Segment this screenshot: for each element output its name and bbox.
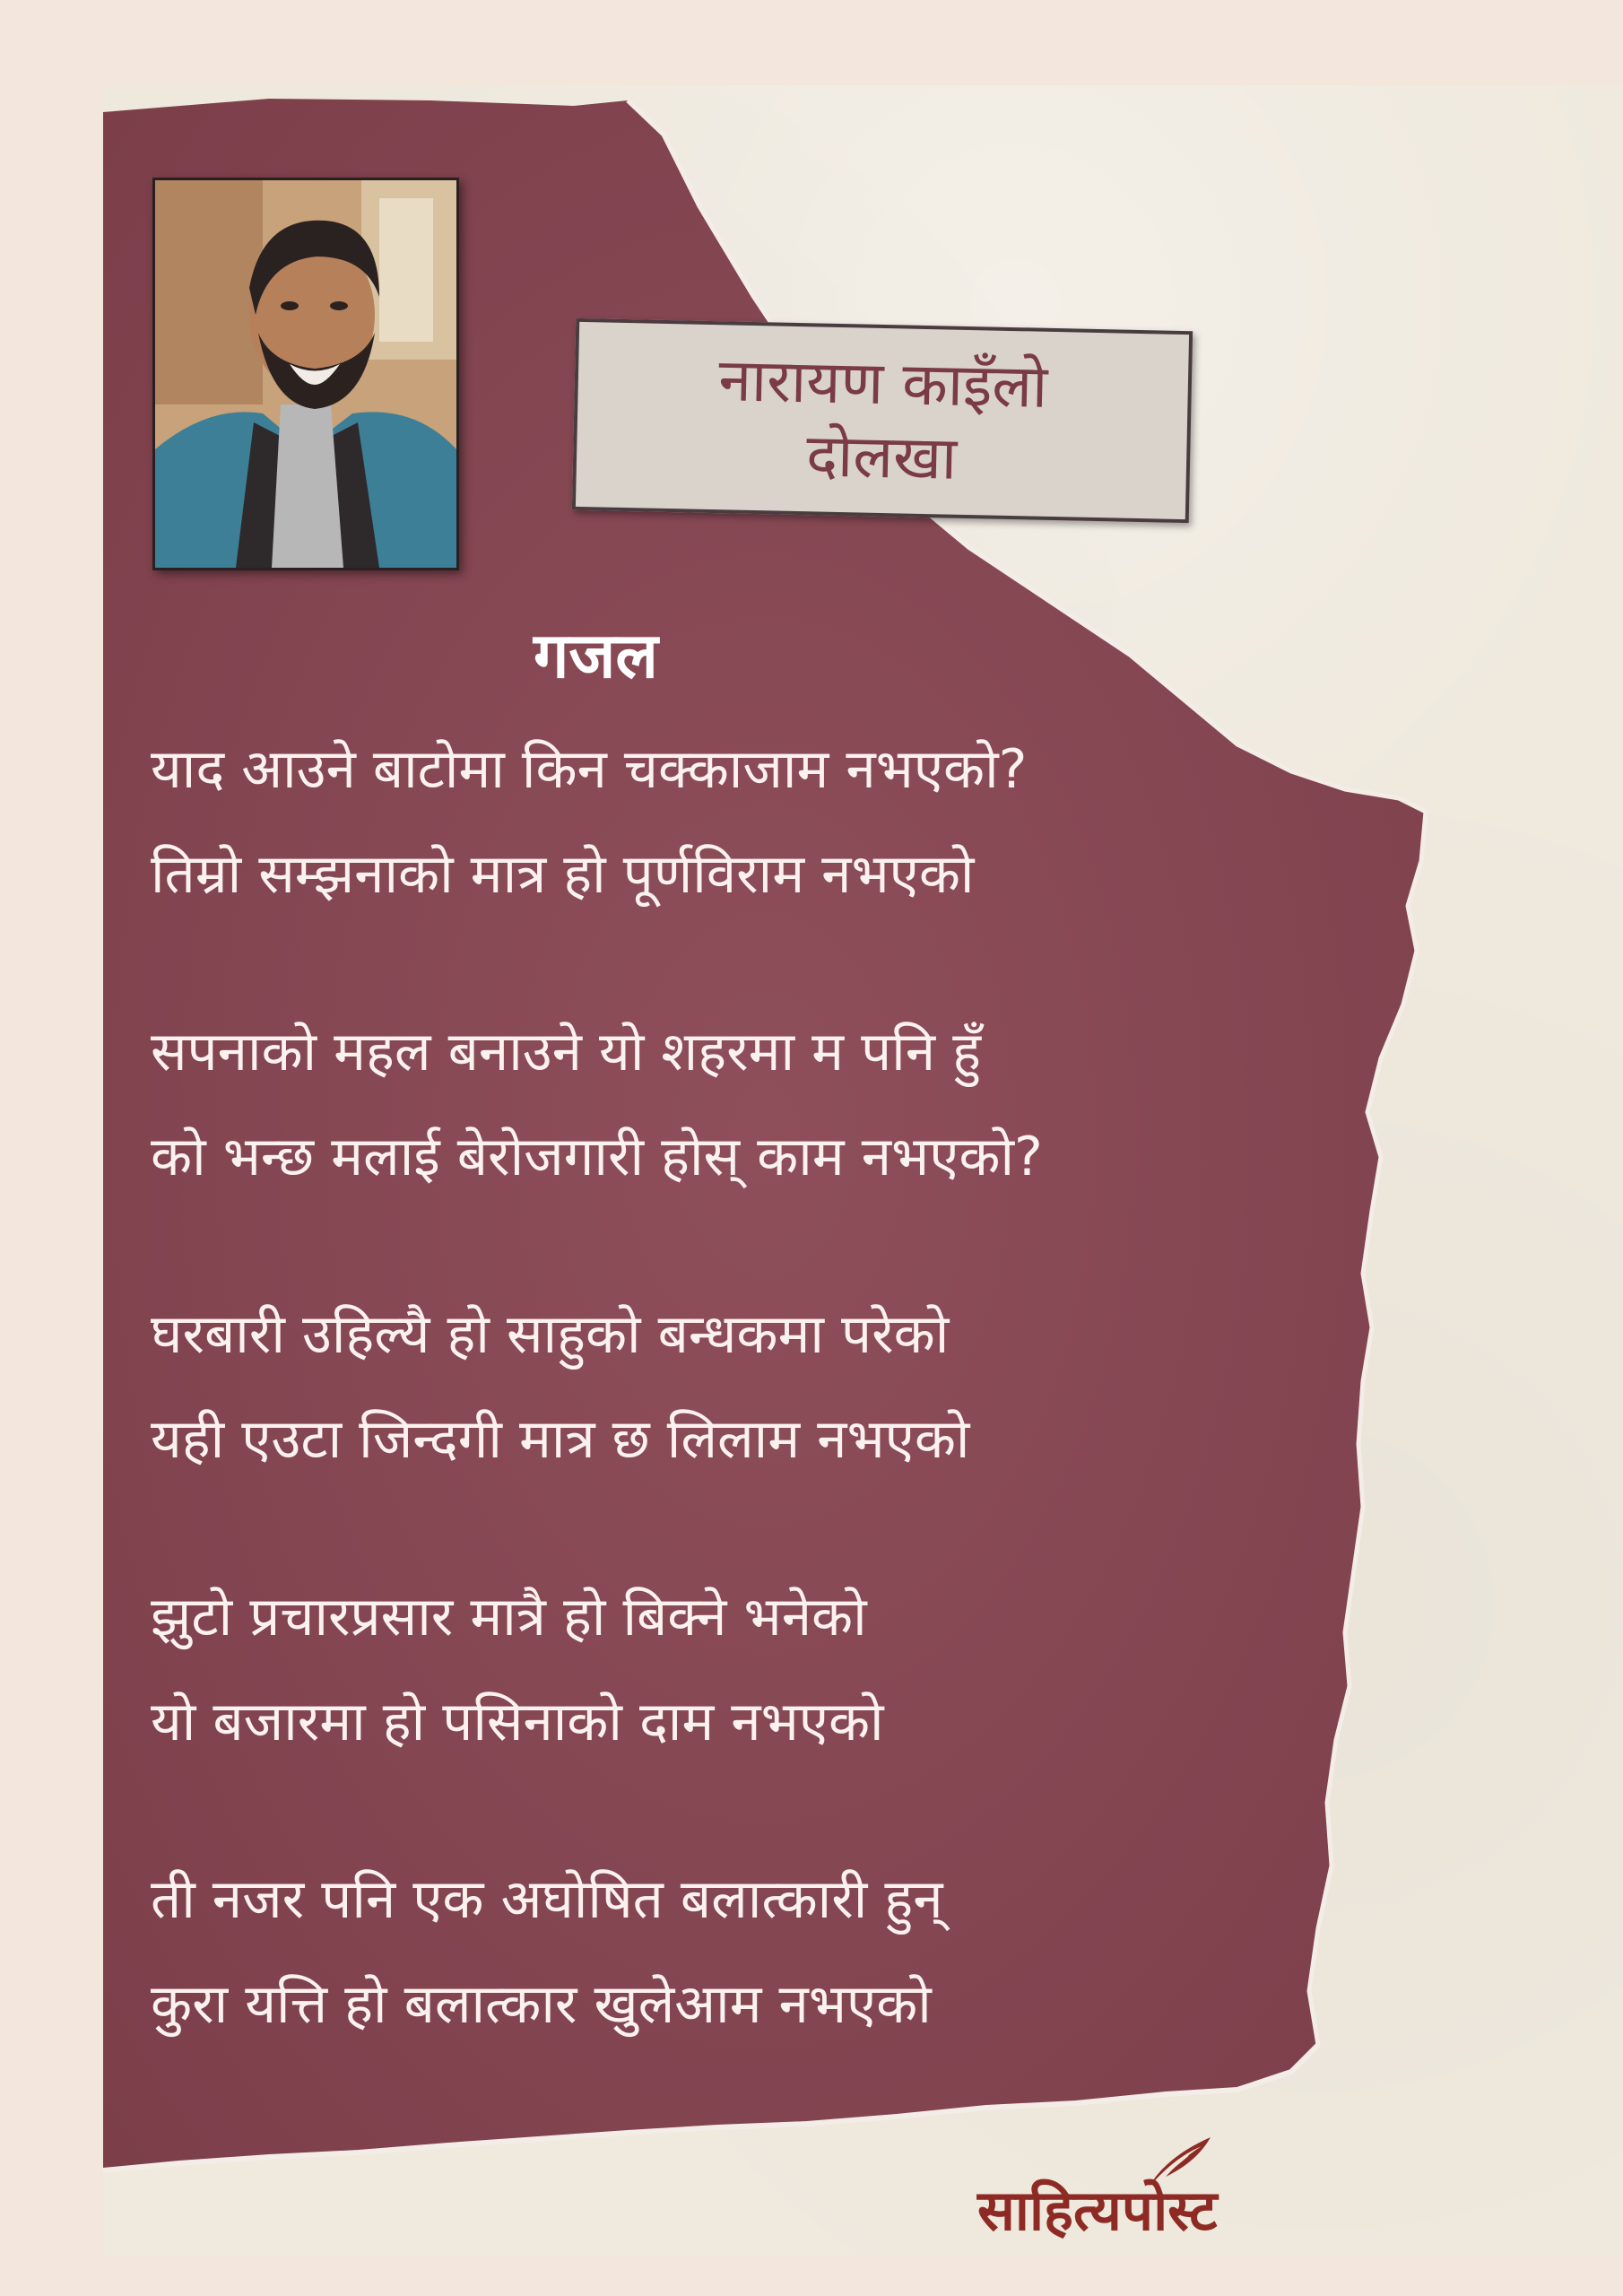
- poem-line: झुटो प्रचारप्रसार मात्रै हो बिक्ने भनेको: [151, 1586, 867, 1648]
- stanza-4: [151, 1565, 1406, 1848]
- logo-text: साहित्यपोस्ट: [977, 2178, 1218, 2243]
- sahityapost-logo: [977, 2130, 1318, 2256]
- author-name-card: [572, 318, 1193, 523]
- poem-line: को भन्छ मलाई बेरोजगारी होस् काम नभएको?: [151, 1126, 1043, 1188]
- poem-title: गजल: [534, 619, 658, 692]
- author-location: दोलखा: [805, 421, 958, 493]
- poem-line: यो बजारमा हो पसिनाको दाम नभएको: [151, 1691, 884, 1753]
- author-photo: [152, 178, 459, 570]
- poem-body: [151, 718, 1406, 2130]
- stanza-1: [151, 718, 1406, 1000]
- stanza-2: [151, 1000, 1406, 1283]
- poem-line: ती नजर पनि एक अघोषित बलात्कारी हुन्: [151, 1868, 943, 1931]
- poem-line: घरबारी उहिल्यै हो साहुको बन्धकमा परेको: [151, 1303, 950, 1366]
- poem-line: यही एउटा जिन्दगी मात्र छ लिलाम नभएको: [151, 1408, 970, 1471]
- stanza-5: [151, 1848, 1406, 2130]
- poem-line: सपनाको महल बनाउने यो शहरमा म पनि हुँ: [151, 1021, 981, 1083]
- poem-line: तिम्रो सम्झनाको मात्र हो पूर्णविराम नभएको: [151, 843, 975, 906]
- stanza-3: [151, 1283, 1406, 1565]
- author-name: नारायण काइँलो: [717, 344, 1049, 422]
- poem-line: याद आउने बाटोमा किन चक्काजाम नभएको?: [151, 738, 1028, 801]
- poem-line: कुरा यत्ति हो बलात्कार खुलेआम नभएको: [151, 1973, 932, 2036]
